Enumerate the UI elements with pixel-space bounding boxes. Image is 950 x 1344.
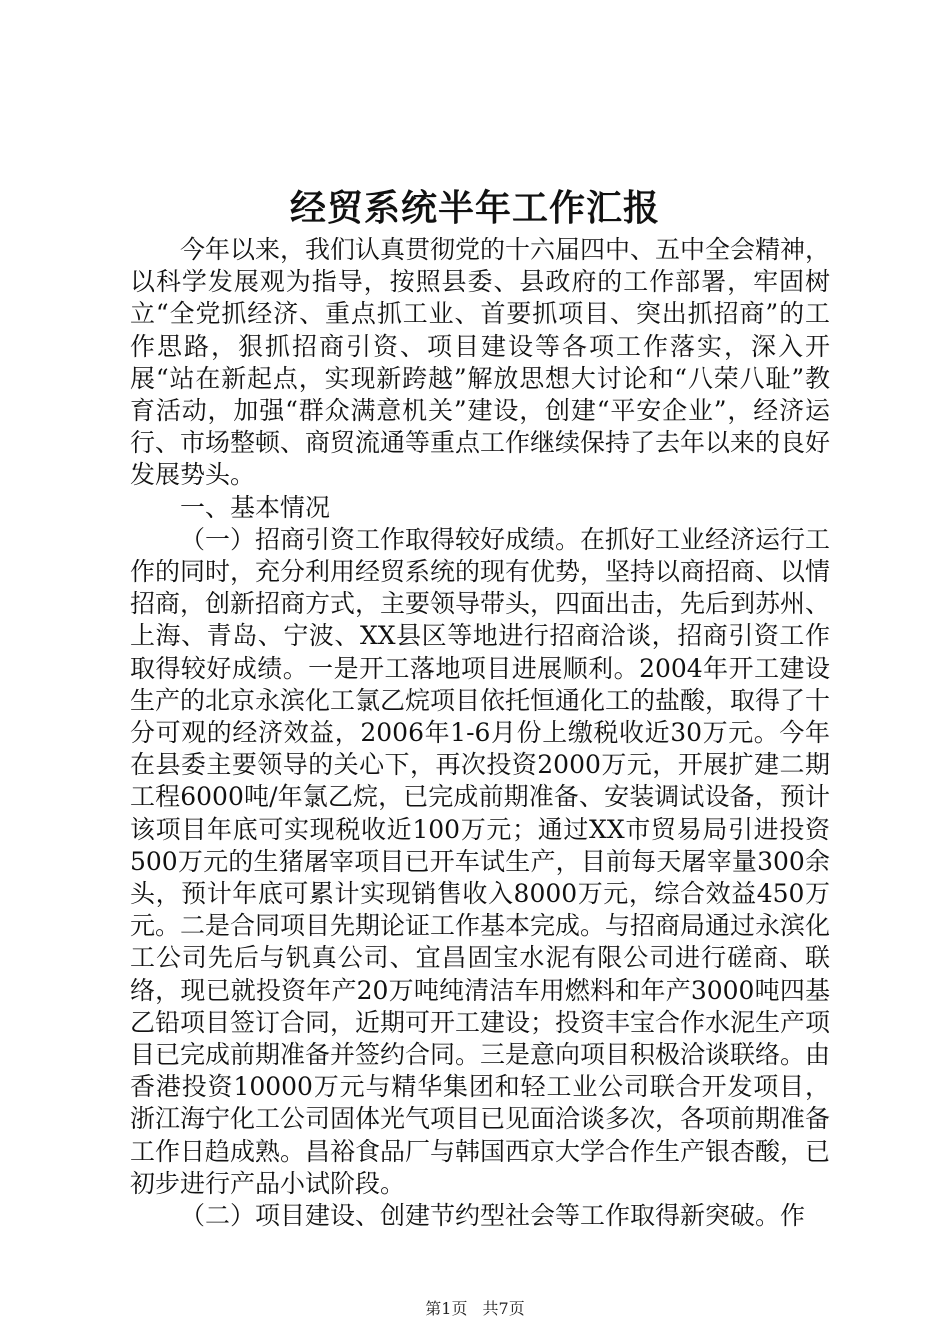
page-footer (0, 1299, 950, 1319)
document-body (130, 234, 830, 1232)
subsection-paragraph-2: （二）项目建设、创建节约型社会等工作取得新突破。作 (180, 1201, 806, 1231)
subsection-paragraph-1: （一）招商引资工作取得较好成绩。在抓好工业经济运行工作的同时，充分利用经贸系统的现有优势，坚持以商招商、以情招商，创新招商方式，主要领导带头，四面出击，先后到苏州、上海、青岛、宁波、XX县区等地进行招商洽谈，招商引资工作取得较好成绩。一是开工落地项目进展顺利。2004年开工建设生产的北京永滨化工氯乙烷项目依托恒通化工的盐酸，取得了十分可观的经济效益，2006年1-6月份上缴税收近30万元。今年在县委主要领导的关心下，再次投资2000万元，开展扩建二期工程6000吨/年氯乙烷，已完成前期准备、安装调试设备，预计该项目年底可实现税收近100万元；通过XX市贸易局引进投资500万元的生猪屠宰项目已开车试生产，目前每天屠宰量300余头，预计年底可累计实现销售收入8000万元，综合效益450万元。二是合同项目先期论证工作基本完成。与招商局通过永滨化工公司先后与钒真公司、宜昌固宝水泥有限公司进行磋商、联络，现已就投资年产20万吨纯清洁车用燃料和年产3000吨四基乙铅项目签订合同，近期可开工建设；投资丰宝合作水泥生产项目已完成前期准备并签约合同。三是意向项目积极洽谈联络。由香港投资10000万元与精华集团和轻工业公司联合开发项目，浙江海宁化工公司固体光气项目已见面洽谈多次，各项前期准备工作日趋成熟。昌裕食品厂与韩国西京大学合作生产银杏酸，已初步进行产品小试阶段。 (130, 524, 831, 1198)
section-heading: 一、基本情况 (180, 492, 331, 522)
document-title: 经贸系统半年工作汇报 (289, 187, 660, 229)
intro-paragraph: 今年以来，我们认真贯彻党的十六届四中、五中全会精神，以科学发展观为指导，按照县委、县政府的工作部署，牢固树立“全党抓经济、重点抓工业、首要抓项目、突出抓招商”的工作思路，狠抓招商引资、项目建设等各项工作落实，深入开展“站在新起点，实现新跨越”解放思想大讨论和“八荣八耻”教育活动，加强“群众满意机关”建设，创建“平安企业”，经济运行、市场整顿、商贸流通等重点工作继续保持了去年以来的良好发展势头。 (130, 235, 831, 490)
page-total: 共7页 (482, 1299, 525, 1318)
page-number: 第1页 (425, 1299, 468, 1318)
